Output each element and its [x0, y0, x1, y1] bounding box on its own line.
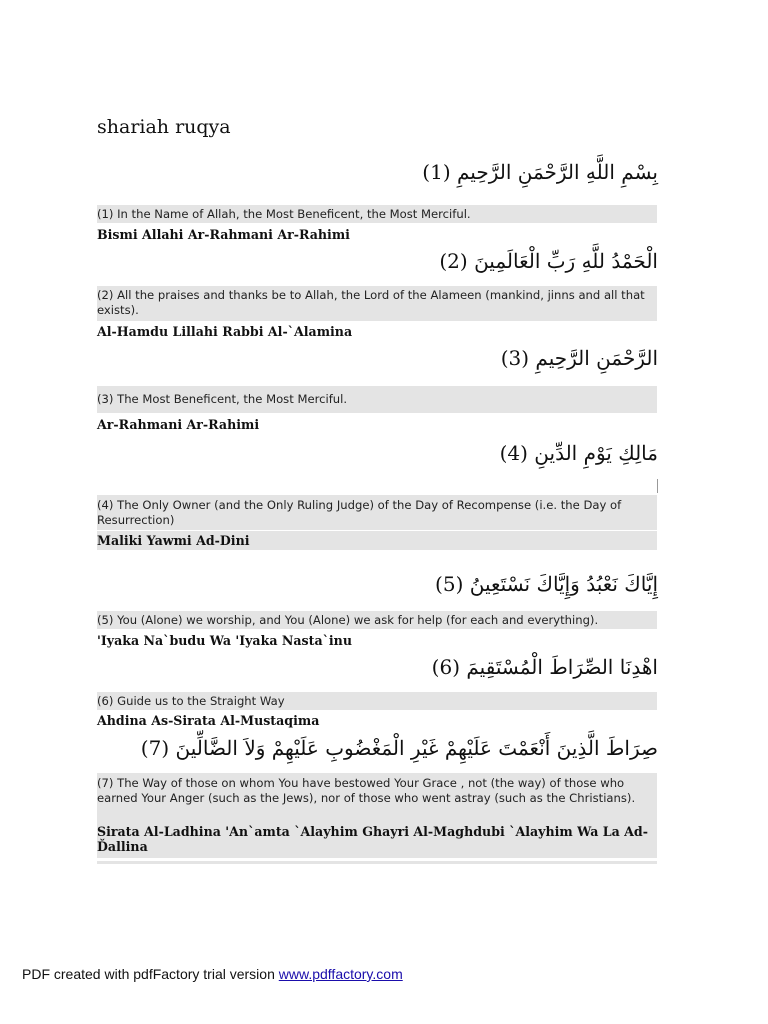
verse-4-transliteration: Maliki Yawmi Ad-Dini	[97, 533, 250, 548]
verse-3-arabic	[501, 346, 658, 370]
verse-6-transliteration: Ahdina As-Sirata Al-Mustaqima	[97, 713, 320, 728]
verse-1-arabic	[422, 160, 658, 184]
verse-1-transliteration: Bismi Allahi Ar-Rahmani Ar-Rahimi	[97, 227, 350, 242]
verse-4-number: (4)	[499, 441, 528, 465]
verse-5-arabic	[435, 572, 658, 596]
verse-5-translation: (5) You (Alone) we worship, and You (Alone) we ask for help (for each and everything).	[97, 613, 599, 627]
verse-1-number: (1)	[422, 160, 451, 184]
verse-6-number: (6)	[431, 655, 461, 679]
document-title: shariah ruqya	[97, 116, 231, 138]
verse-5-arabic-text: إِيَّاكَ نَعْبُدُ وَإِيَّاكَ نَسْتَعِينُ	[469, 572, 658, 596]
verse-2-arabic	[439, 249, 658, 273]
verse-6-translation: (6) Guide us to the Straight Way	[97, 694, 285, 708]
verse-6-arabic-text: اهْدِنَا الصِّرَاطَ الْمُسْتَقِيمَ	[466, 655, 658, 679]
verse-4-arabic	[500, 441, 658, 465]
verse-3-arabic-text: الرَّحْمَنِ الرَّحِيمِ	[535, 346, 658, 370]
verse-7-translation: (7) The Way of those on whom You have bestowed Your Grace , not (the way) of those who earned Your Anger (such as the Jews), nor of those who went astray (such as the Christians).	[97, 776, 636, 805]
cell-border-mark	[657, 479, 658, 493]
verse-2-translation: (2) All the praises and thanks be to Allah, the Lord of the Alameen (mankind, jinns and all that exists).	[97, 288, 645, 317]
verse-2-arabic-text: الْحَمْدُ للَّهِ رَبِّ الْعَالَمِينَ	[474, 249, 658, 273]
verse-2-number: (2)	[439, 249, 468, 273]
verse-7-arabic	[141, 736, 658, 760]
verse-2-transliteration: Al-Hamdu Lillahi Rabbi Al-`Alamina	[97, 324, 353, 339]
verse-4-arabic-text: مَالِكِ يَوْمِ الدِّينِ	[534, 441, 658, 465]
verse-5-transliteration: 'Iyaka Na`budu Wa 'Iyaka Nasta`inu	[97, 633, 352, 648]
verse-7-transliteration: Sirata Al-Ladhina 'An`amta `Alayhim Ghayri Al-Maghdubi `Alayhim Wa La Ad-Ďallina	[97, 824, 648, 854]
table-bottom-rule	[97, 861, 657, 864]
footer-text: PDF created with pdfFactory trial version	[22, 966, 275, 982]
verse-3-transliteration: Ar-Rahmani Ar-Rahimi	[97, 417, 260, 432]
verse-6-arabic	[432, 655, 658, 679]
verse-1-translation: (1) In the Name of Allah, the Most Beneficent, the Most Merciful.	[97, 207, 471, 221]
verse-3-translation: (3) The Most Beneficent, the Most Merciful.	[97, 392, 348, 406]
footer-link[interactable]: www.pdffactory.com	[278, 966, 403, 982]
verse-1-arabic-text: بِسْمِ اللَّهِ الرَّحْمَنِ الرَّحِيمِ	[456, 160, 658, 184]
verse-4-translation: (4) The Only Owner (and the Only Ruling Judge) of the Day of Recompense (i.e. the Day of Resurrection)	[97, 498, 622, 527]
verse-7-arabic-text: صِرَاطَ الَّذِينَ أَنْعَمْتَ عَلَيْهِمْ غَيْرِ الْمَغْضُوبِ عَلَيْهِمْ وَلاَ الضَّالِّينَ	[175, 736, 658, 760]
pdf-footer	[22, 966, 403, 982]
verse-5-number: (5)	[435, 572, 464, 596]
verse-7-number: (7)	[140, 736, 170, 760]
verse-3-number: (3)	[500, 346, 530, 370]
